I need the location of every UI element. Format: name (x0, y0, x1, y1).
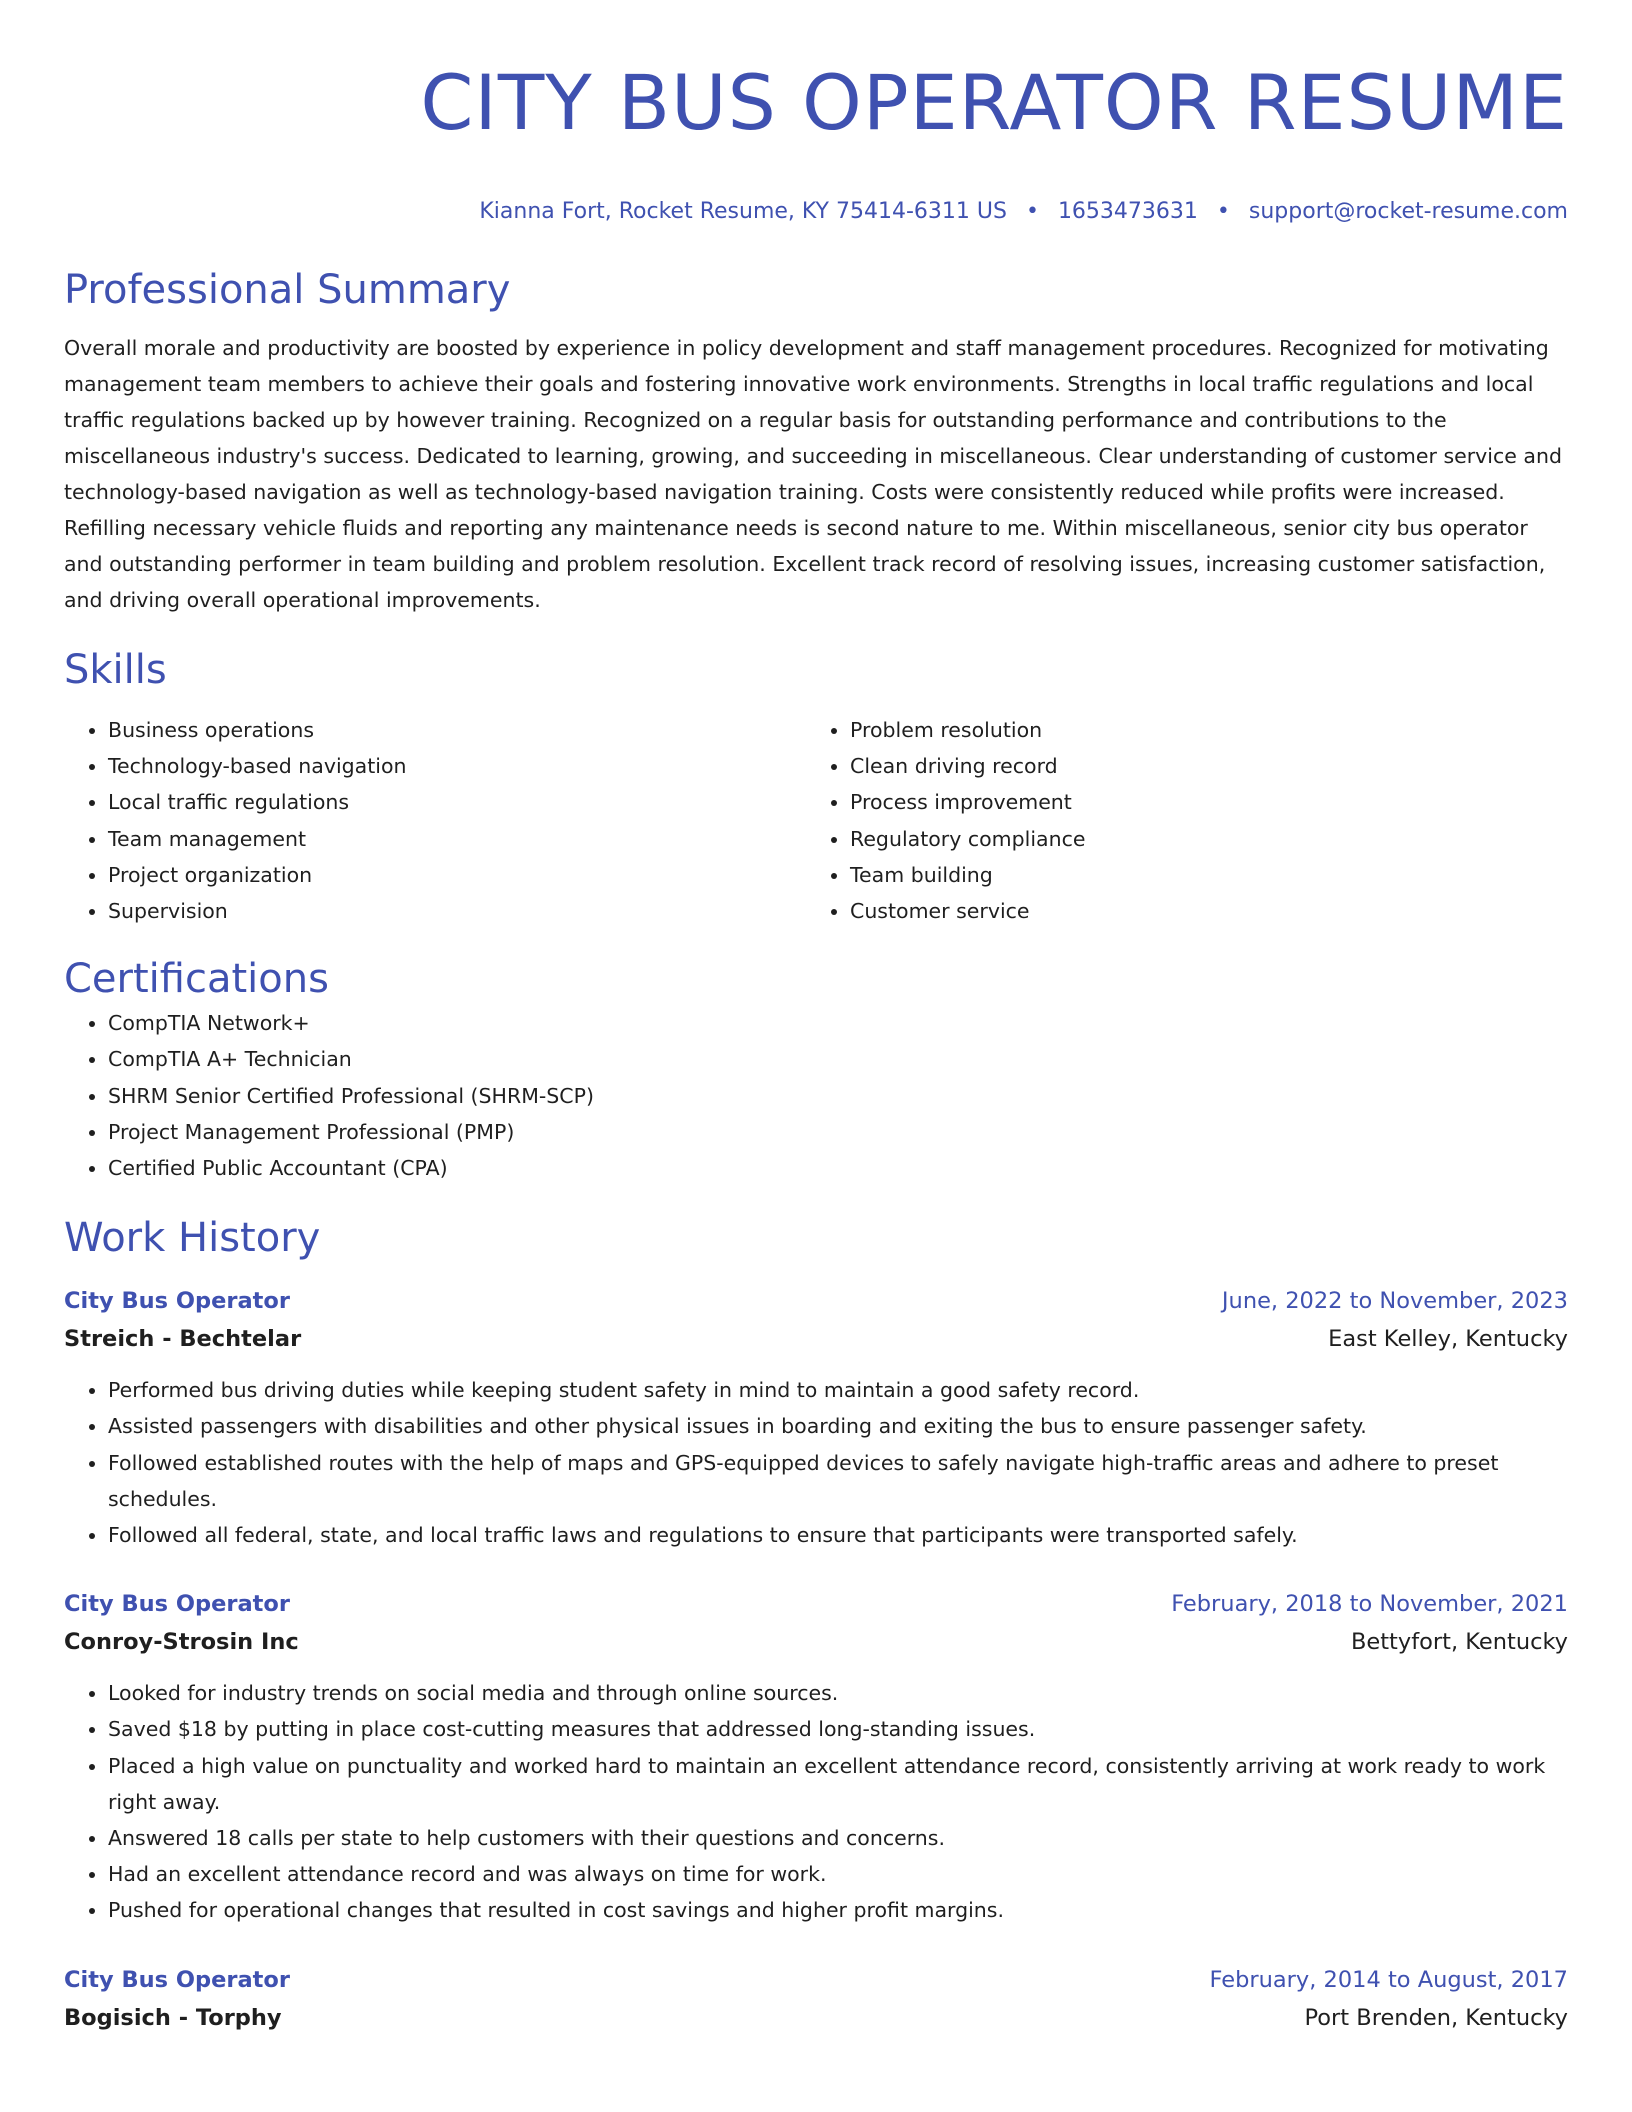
skill-item: • Supervision (108, 893, 806, 929)
skill-item: • Team building (850, 857, 1548, 893)
certifications-heading: Certifications (64, 956, 329, 1003)
job-location: East Kelley, Kentucky (1328, 1326, 1568, 1353)
job-company: Conroy-Strosin Inc (64, 1629, 299, 1656)
job-bullet: • Answered 18 calls per state to help customers with their questions and concerns. (108, 1820, 1568, 1856)
skill-item: • Clean driving record (850, 748, 1548, 784)
certification-item: • CompTIA Network+ (108, 1005, 1568, 1041)
job-company-row (64, 1623, 1568, 1661)
certification-item: • Project Management Professional (PMP) (108, 1114, 1568, 1150)
skills-list-left (64, 712, 806, 929)
job-title: City Bus Operator (64, 1288, 290, 1315)
certification-item: • CompTIA A+ Technician (108, 1041, 1568, 1077)
job-bullet: • Pushed for operational changes that resulted in cost savings and higher profit margins. (108, 1892, 1568, 1928)
job-dates: February, 2018 to November, 2021 (1171, 1591, 1568, 1618)
job-company: Bogisich - Torphy (64, 2004, 282, 2031)
job-bullet: • Followed all federal, state, and local traffic laws and regulations to ensure that participants were transported safely. (108, 1517, 1568, 1553)
job-entry (64, 1961, 1568, 2037)
summary-heading: Professional Summary (64, 267, 511, 313)
certification-item: • SHRM Senior Certified Professional (SHRM-SCP) (108, 1078, 1568, 1114)
job-location: Bettyfort, Kentucky (1350, 1629, 1568, 1656)
certification-item: • Certified Public Accountant (CPA) (108, 1150, 1568, 1186)
skill-item: • Customer service (850, 893, 1548, 929)
job-bullets (64, 1675, 1568, 1928)
job-company: Streich - Bechtelar (64, 1326, 302, 1353)
job-header-row (64, 1282, 1568, 1320)
resume-title: CITY BUS OPERATOR RESUME (420, 58, 1568, 147)
work-history-heading: Work History (64, 1215, 321, 1262)
job-title: City Bus Operator (64, 1966, 290, 1993)
skill-item: • Technology-based navigation (108, 748, 806, 784)
job-header-row (64, 1585, 1568, 1623)
job-entry (64, 1282, 1568, 1553)
contact-address: Kianna Fort, Rocket Resume, KY 75414-6311 US (479, 199, 1007, 224)
contact-separator: • (1025, 199, 1039, 224)
job-header-row (64, 1961, 1568, 1999)
certifications-list (64, 1005, 1568, 1186)
job-bullet: • Had an excellent attendance record and was always on time for work. (108, 1856, 1568, 1892)
skill-item: • Business operations (108, 712, 806, 748)
job-bullet: • Looked for industry trends on social media and through online sources. (108, 1675, 1568, 1711)
job-title: City Bus Operator (64, 1591, 290, 1618)
job-company-row (64, 1320, 1568, 1358)
job-dates: June, 2022 to November, 2023 (1221, 1288, 1568, 1315)
job-bullet: • Placed a high value on punctuality and worked hard to maintain an excellent attendance record, consistently arriving at work ready to work right away. (108, 1748, 1568, 1820)
skill-item: • Problem resolution (850, 712, 1548, 748)
skills-list-right (806, 712, 1548, 929)
contact-separator: • (1216, 199, 1230, 224)
skill-item: • Regulatory compliance (850, 821, 1548, 857)
skill-item: • Project organization (108, 857, 806, 893)
skills-columns (64, 712, 1568, 929)
job-company-row (64, 1999, 1568, 2037)
summary-text: Overall morale and productivity are boosted by experience in policy development and staff management procedures. Recognized for motivating management team members to achieve their goals and fostering innovative work environments. Strengths in local traffic regulations and local traffic regulations backed up by however training. Recognized on a regular basis for outstanding performance and contributions to the miscellaneous industry's success. Dedicated to learning, growing, and succeeding in miscellaneous. Clear understanding of customer service and technology-based navigation as well as technology-based navigation training. Costs were consistently reduced while profits were increased. Refilling necessary vehicle fluids and reporting any maintenance needs is second nature to me. Within miscellaneous, senior city bus operator and outstanding performer in team building and problem resolution. Excellent track record of resolving issues, increasing customer satisfaction, and driving overall operational improvements. (64, 336, 1562, 612)
contact-line (64, 196, 1568, 228)
job-bullet: • Followed established routes with the help of maps and GPS-equipped devices to safely navigate high-traffic areas and adhere to preset schedules. (108, 1445, 1568, 1517)
job-bullets (64, 1372, 1568, 1553)
skill-item: • Process improvement (850, 784, 1548, 820)
job-dates: February, 2014 to August, 2017 (1209, 1966, 1568, 1993)
job-bullet: • Assisted passengers with disabilities and other physical issues in boarding and exiting the bus to ensure passenger safety. (108, 1408, 1568, 1444)
job-entry (64, 1585, 1568, 1928)
skills-heading: Skills (64, 647, 167, 693)
skill-item: • Local traffic regulations (108, 784, 806, 820)
resume-page (64, 0, 1568, 2037)
job-location: Port Brenden, Kentucky (1304, 2004, 1568, 2031)
job-bullet: • Saved $18 by putting in place cost-cutting measures that addressed long-standing issues. (108, 1711, 1568, 1747)
skill-item: • Team management (108, 821, 806, 857)
job-bullet: • Performed bus driving duties while keeping student safety in mind to maintain a good safety record. (108, 1372, 1568, 1408)
contact-email: support@rocket-resume.com (1248, 199, 1568, 224)
contact-phone: 1653473631 (1057, 199, 1198, 224)
